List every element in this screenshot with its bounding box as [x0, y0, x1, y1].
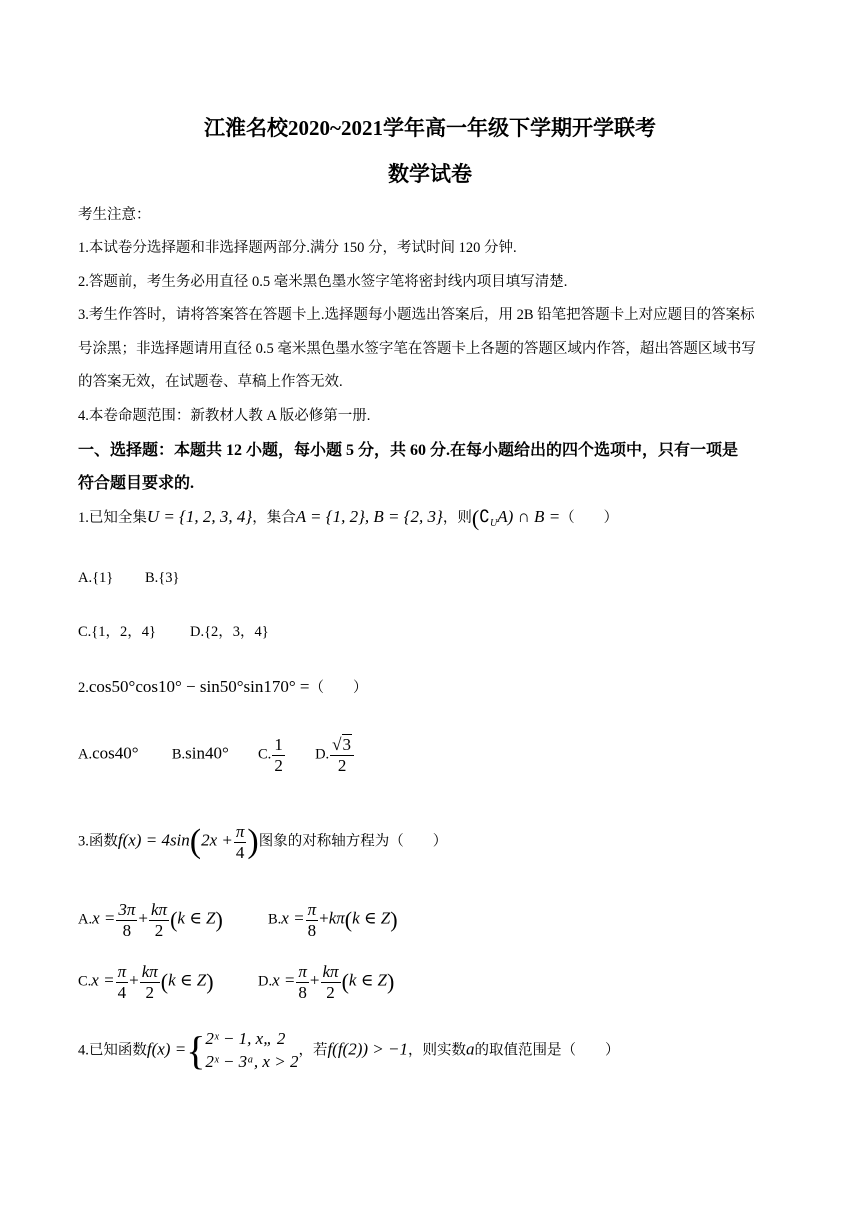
q3-option-d: D.x = $\frac{\pi}{8}$ + $\frac{k\pi}{2}$ (k ∈ Z): [258, 962, 395, 1002]
q1-option-a: A.{1}: [78, 570, 114, 586]
q1-option-c: C.{1，2，4}: [78, 624, 156, 640]
q3-option-a: A.x = $\frac{3\pi}{8}$ + $\frac{k\pi}{2}$ (k ∈ Z): [78, 900, 223, 940]
question-1: [78, 506, 618, 530]
q1-prefix: 1.已知全集: [78, 510, 147, 526]
q4-suffix-pre: ，则实数: [408, 1042, 466, 1059]
q2-option-a-label: A.: [78, 746, 93, 763]
q4-prefix: 4.已知函数: [78, 1042, 147, 1059]
q2-option-d-label: D.: [315, 746, 330, 763]
q4-variable-a: a: [466, 1039, 475, 1059]
q2-option-b: sin40°: [185, 743, 229, 763]
q2-answer-blank: （ ）: [309, 680, 368, 696]
note-item-2: 2.答题前，考生务必用直径 0.5 毫米黑色墨水签字笔将密封线内项目填写清楚.: [78, 274, 568, 290]
q1-expression: A) ∩ B =: [497, 507, 561, 526]
notes-heading: 考生注意：: [78, 207, 151, 223]
q1-then: ，则: [442, 510, 472, 526]
note-item-3-line-3: 的答案无效，在试题卷、草稿上作答无效.: [78, 374, 343, 390]
q2-option-c-fraction: $\frac{1}{2}$: [274, 735, 283, 775]
q2-options: [78, 735, 355, 775]
q4-case-2: 2ˣ − 3ᵃ, x > 2: [205, 1051, 299, 1071]
q2-expression: cos50°cos10° − sin50°sin170° =: [88, 677, 310, 696]
q1-universal-set: U = {1, 2, 3, 4}: [146, 507, 253, 526]
q3-right-paren: ): [247, 823, 259, 861]
q2-prefix: 2.: [78, 680, 89, 696]
q2-option-c-label: C.: [258, 746, 272, 763]
q1-option-d: D.{2，3，4}: [190, 624, 269, 640]
q2-option-b-label: B.: [171, 746, 186, 763]
q3-option-b: B.x = $\frac{\pi}{8}$ +kπ(k ∈ Z): [268, 900, 398, 940]
q3-option-c: C.x = $\frac{\pi}{4}$ + $\frac{k\pi}{2}$ (k ∈ Z): [78, 962, 214, 1002]
q4-case-1: 2ˣ − 1, x„ 2: [205, 1029, 286, 1048]
q4-mid: ，若: [298, 1042, 328, 1059]
q1-left-paren: (: [471, 505, 480, 531]
q1-mid: ，集合: [252, 510, 296, 526]
note-item-1: 1.本试卷分选择题和非选择题两部分.满分 150 分，考试时间 120 分钟.: [78, 240, 517, 256]
q3-prefix: 3.函数: [78, 833, 118, 850]
q4-condition: f(f(2)) > −1: [327, 1039, 408, 1059]
q4-suffix: 的取值范围是（ ）: [474, 1042, 620, 1059]
exam-subtitle: 数学试卷: [388, 162, 472, 186]
q1-sets-ab: A = {1, 2}, B = {2, 3}: [295, 507, 443, 526]
q3-lhs: f(x) = 4sin: [117, 830, 190, 850]
note-item-4: 4.本卷命题范围：新教材人教 A 版必修第一册.: [78, 408, 371, 424]
section-1-heading-line-1: 一、选择题：本题共 12 小题，每小题 5 分，共 60 分.在每小题给出的四个选项中，只有一项是: [78, 442, 739, 459]
q3-pi-over-4: $\frac{\pi}{4}$: [235, 822, 245, 862]
q1-complement-symbol: ∁: [479, 507, 490, 526]
question-2: [78, 676, 368, 697]
exam-title: 江淮名校2020~2021学年高一年级下学期开学联考: [204, 116, 656, 140]
q2-option-d-fraction: $\frac{√3}{2}$: [330, 735, 354, 775]
note-item-3-line-2: 号涂黑；非选择题请用直径 0.5 毫米黑色墨水签字笔在答题卡上各题的答题区域内作答，超出答题区域书写: [78, 341, 756, 357]
question-4: [78, 1028, 620, 1074]
q1-complement-sub: U: [490, 517, 498, 529]
q1-option-b: B.{3}: [145, 570, 180, 586]
q3-suffix: 图象的对称轴方程为（ ）: [258, 833, 448, 850]
note-item-3-line-1: 3.考生作答时，请将答案答在答题卡上.选择题每小题选出答案后，用 2B 铅笔把答题卡上对应题目的答案标: [78, 307, 755, 323]
section-1-heading-line-2: 符合题目要求的.: [78, 475, 195, 492]
q3-left-paren: (: [189, 823, 202, 861]
q3-inner: 2x +: [201, 830, 233, 850]
q4-brace: {: [186, 1027, 206, 1073]
q4-cases: [205, 1028, 298, 1074]
q2-option-a: cos40°: [92, 743, 139, 763]
q1-answer-blank: （ ）: [560, 510, 619, 526]
question-3: [78, 822, 447, 862]
q4-lhs: f(x) =: [146, 1039, 187, 1059]
